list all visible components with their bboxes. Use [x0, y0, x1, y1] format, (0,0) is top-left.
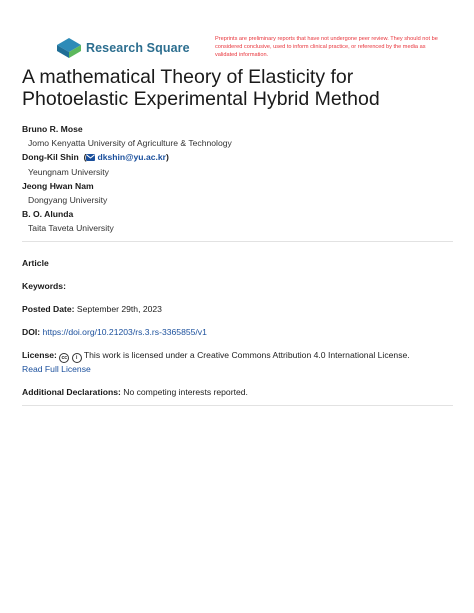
- author-name-with-email: Dong-Kil Shin ( dkshin@yu.ac.kr): [22, 152, 169, 163]
- doi-label: DOI:: [22, 327, 41, 337]
- license-text: This work is licensed under a Creative Commons Attribution 4.0 International License.: [83, 350, 410, 360]
- article-label: Article: [22, 258, 49, 268]
- attribution-icon: i: [72, 353, 82, 363]
- header: [0, 0, 474, 64]
- preprint-disclaimer: Preprints are preliminary reports that have not undergone peer review. They should not be considered conclusive, used to inform clinical practice, or referenced by the media as validated information.: [215, 36, 438, 58]
- divider-bottom: [22, 405, 453, 406]
- posted-date-label: Posted Date:: [22, 304, 75, 314]
- license-row: [22, 349, 453, 377]
- read-full-license-link[interactable]: Read Full License: [22, 364, 91, 374]
- author-name: Jeong Hwan Nam: [22, 180, 94, 191]
- declarations-row: [22, 386, 453, 400]
- posted-date-value: September 29th, 2023: [76, 304, 162, 314]
- author-affiliation: Jomo Kenyatta University of Agriculture & Technology: [28, 138, 232, 149]
- declarations-value: No competing interests reported.: [123, 387, 248, 397]
- author-list: [22, 122, 452, 236]
- brand-name: Research Square: [86, 41, 190, 55]
- author-affiliation: Dongyang University: [28, 195, 108, 206]
- envelope-icon: [86, 154, 95, 161]
- posted-date-row: [22, 303, 453, 317]
- author-name: Dong-Kil Shin: [22, 152, 79, 163]
- author-name: Bruno R. Mose: [22, 124, 83, 134]
- author-affiliation: Yeungnam University: [28, 166, 109, 177]
- article-type: [22, 257, 453, 271]
- doi-row: [22, 326, 453, 340]
- paper-title: A mathematical Theory of Elasticity for Photoelastic Experimental Hybrid Method: [22, 66, 380, 110]
- creative-commons-icon: cc: [59, 353, 69, 363]
- doi-link[interactable]: https://doi.org/10.21203/rs.3.rs-3365855/v1: [42, 327, 207, 337]
- license-label: License:: [22, 350, 57, 360]
- author-name: B. O. Alunda: [22, 209, 74, 220]
- author-email: dkshin@yu.ac.kr: [97, 152, 167, 163]
- keywords-label: Keywords:: [22, 281, 66, 291]
- author-email-link[interactable]: [86, 152, 166, 162]
- keywords-row: [22, 280, 453, 294]
- author-affiliation: Taita Taveta University: [28, 223, 114, 234]
- divider-top: [22, 241, 453, 242]
- declarations-label: Additional Declarations:: [22, 387, 121, 397]
- research-square-logo-icon: [57, 38, 81, 58]
- research-square-logo[interactable]: [57, 38, 190, 58]
